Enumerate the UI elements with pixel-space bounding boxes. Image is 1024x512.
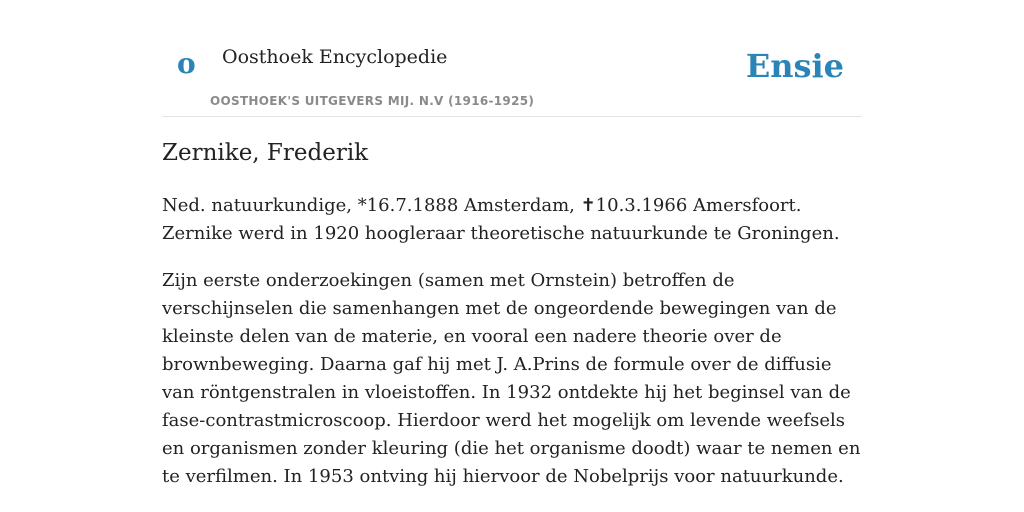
- entry-paragraph: Zijn eerste onderzoekingen (samen met Ornstein) betroffen de verschijnselen die samenhangen met de ongeordende bewegingen van de kleinste delen van de materie, en vooral een nadere theorie over de brownbeweging. Daarna gaf hij met J. A.Prins de formule over de diffusie van röntgenstralen in vloeistoffen. In 1932 ontdekte hij het beginsel van de fase-contrastmicroscoop. Hierdoor werd het mogelijk om levende weefsels en organismen zonder kleuring (die het organisme doodt) waar te nemen en te verfilmen. In 1953 ontving hij hiervoor de Nobelprijs voor natuurkunde.: [162, 270, 861, 487]
- ensie-brand-logo[interactable]: Ensie: [745, 47, 844, 85]
- entry-paragraph: Ned. natuurkundige, *16.7.1888 Amsterdam, ✝10.3.1966 Amersfoort. Zernike werd in 1920 hoogleraar theoretische natuurkunde te Groningen.: [162, 195, 840, 244]
- page-container: [162, 0, 862, 487]
- entry-body: [162, 192, 862, 510]
- site-title[interactable]: Oosthoek Encyclopedie: [222, 46, 448, 68]
- site-subtitle: OOSTHOEK'S UITGEVERS MIJ. N.V (1916-1925): [210, 94, 535, 108]
- site-logo[interactable]: o: [177, 47, 196, 80]
- entry-title: Zernike, Frederik: [162, 140, 369, 166]
- site-header: [162, 0, 862, 117]
